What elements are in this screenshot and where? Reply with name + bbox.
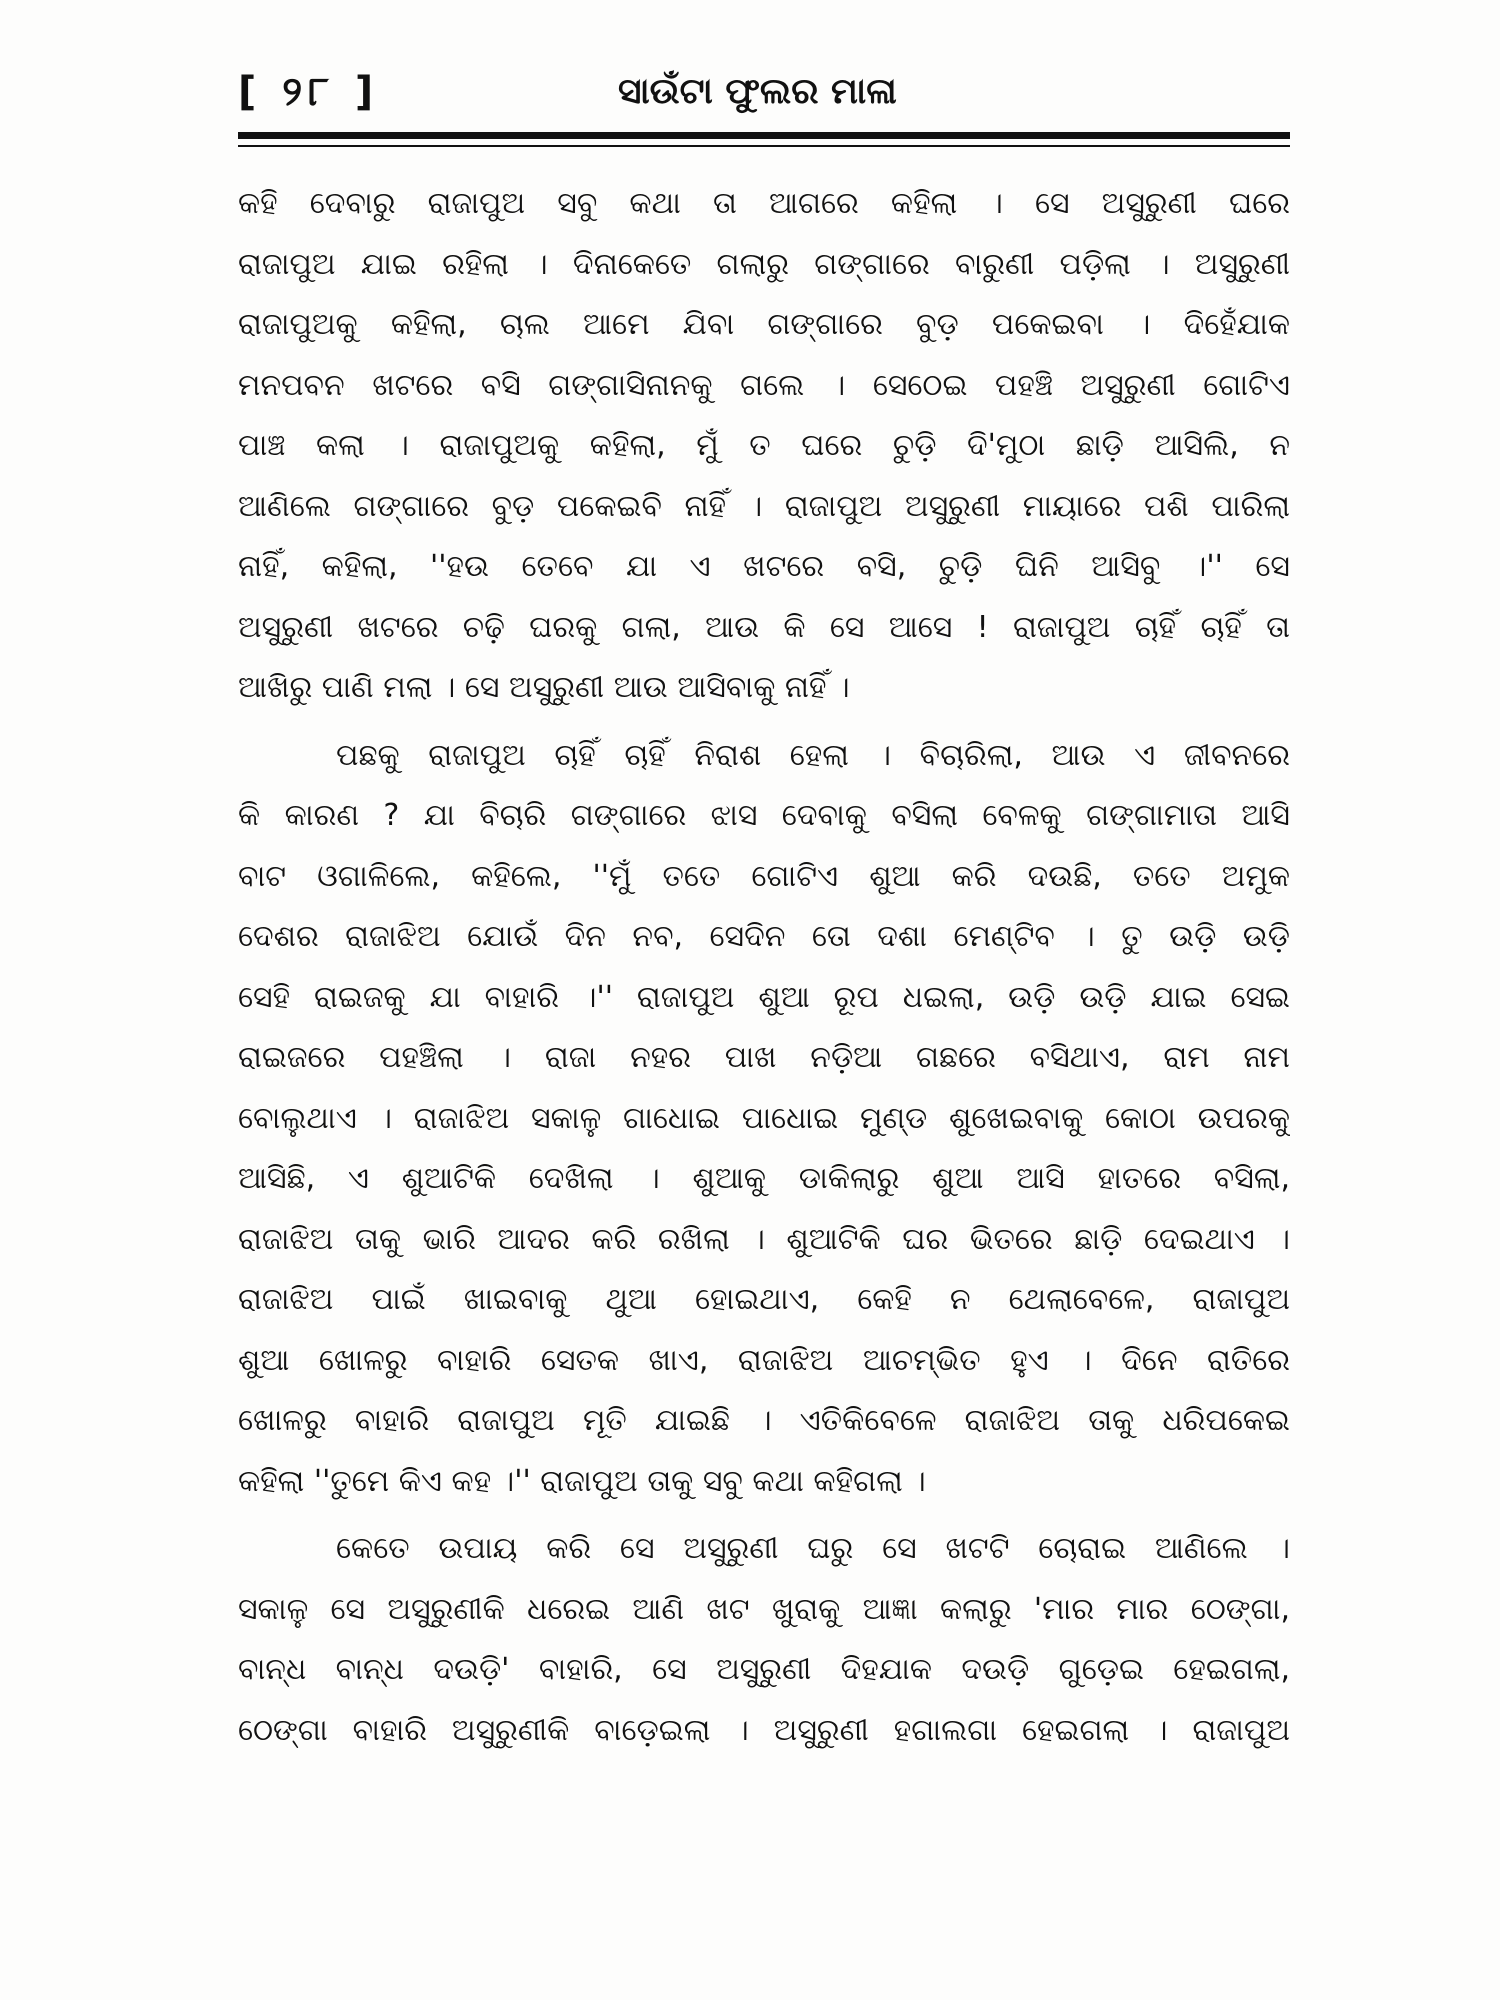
text-line: ନାହିଁ, କହିଲା, ''ହଉ ତେବେ ଯା ଏ ଖଟରେ ବସି, ଚୁଡ଼ି ଘିନି ଆସିବୁ ।'' ସେ xyxy=(238,549,1290,584)
paragraph xyxy=(238,174,1290,719)
text-line: ଆସିଛି, ଏ ଶୁଆଟିକି ଦେଖିଲା । ଶୁଆକୁ ଡାକିଲାରୁ ଶୁଆ ଆସି ହାତରେ ବସିଲା, xyxy=(238,1161,1290,1196)
text-line: ବୋଲୁଥାଏ । ରାଜାଝିଅ ସକାଳୁ ଗାଧୋଇ ପାଧୋଇ ମୁଣ୍ଡ ଶୁଖେଇବାକୁ କୋଠା ଉପରକୁ xyxy=(238,1100,1290,1136)
text-line: ରାଇଜରେ ପହଞ୍ଚିଲା । ରାଜା ନହର ପାଖ ନଡ଼ିଆ ଗଛରେ ବସିଥାଏ, ରାମ ନାମ xyxy=(238,1040,1290,1075)
text-line: ଆଣିଲେ ଗଙ୍ଗାରେ ବୁଡ଼ ପକେଇବି ନାହିଁ । ରାଜାପୁଅ ଅସୁରୁଣୀ ମାୟାରେ ପଶି ପାରିଲା xyxy=(238,488,1290,524)
text-line: ଆଖିରୁ ପାଣି ମଲା । ସେ ଅସୁରୁଣୀ ଆଉ ଆସିବାକୁ ନାହିଁ । xyxy=(238,670,850,705)
page-header xyxy=(238,64,1290,120)
text-line: କେତେ ଉପାୟ କରି ସେ ଅସୁରୁଣୀ ଘରୁ ସେ ଖଟଟି ଚୋରାଇ ଆଣିଲେ । xyxy=(336,1531,1290,1566)
text-line: କି କାରଣ ? ଯା ବିଚାରି ଗଙ୍ଗାରେ ଝାସ ଦେବାକୁ ବସିଲା ବେଳକୁ ଗଙ୍ଗାମାତା ଆସି xyxy=(238,798,1290,833)
text-line: ଦେଶର ରାଜାଝିଅ ଯୋଉଁ ଦିନ ନବ, ସେଦିନ ତୋ ଦଶା ମେଣ୍ଟିବ । ତୁ ଉଡ଼ି ଉଡ଼ି xyxy=(238,919,1290,954)
text-line: ଅସୁରୁଣୀ ଖଟରେ ଚଢ଼ି ଘରକୁ ଗଲା, ଆଉ କି ସେ ଆସେ ! ରାଜାପୁଅ ଚାହିଁ ଚାହିଁ ତା xyxy=(238,609,1290,645)
paragraph xyxy=(238,726,1290,1513)
text-line: ରାଜାପୁଅକୁ କହିଲା, ଚାଲ ଆମେ ଯିବା ଗଙ୍ଗାରେ ବୁଡ଼ ପକେଇବା । ଦିହେଁଯାକ xyxy=(238,307,1290,342)
text-line: ଠେଙ୍ଗା ବାହାରି ଅସୁରୁଣୀକି ବାଡ଼େଇଲା । ଅସୁରୁଣୀ ହଗାଲଗା ହେଇଗଲା । ରାଜାପୁଅ xyxy=(238,1712,1290,1748)
header-rule-thin xyxy=(238,145,1290,147)
page-number: [ ୨୮ ] xyxy=(238,69,380,115)
text-line: ରାଜାଝିଅ ତାକୁ ଭାରି ଆଦର କରି ରଖିଲା । ଶୁଆଟିକି ଘର ଭିତରେ ଛାଡ଼ି ଦେଇଥାଏ । xyxy=(238,1221,1290,1257)
text-line: ରାଜାଝିଅ ପାଇଁ ଖାଇବାକୁ ଥୁଆ ହୋଇଥାଏ, କେହି ନ ଥେଲାବେଳେ, ରାଜାପୁଅ xyxy=(238,1282,1290,1317)
text-line: ସକାଳୁ ସେ ଅସୁରୁଣୀକି ଧରେଇ ଆଣି ଖଟ ଖୁରାକୁ ଆଜ୍ଞା କଲାରୁ 'ମାର ମାର ଠେଙ୍ଗା, xyxy=(238,1591,1290,1627)
paragraph xyxy=(238,1519,1290,1761)
text-line: ସେହି ରାଇଜକୁ ଯା ବାହାରି ।'' ରାଜାପୁଅ ଶୁଆ ରୂପ ଧଇଲା, ଉଡ଼ି ଉଡ଼ି ଯାଇ ସେଇ xyxy=(238,979,1290,1015)
body-text xyxy=(238,174,1290,1761)
header-rule-thick xyxy=(238,132,1290,139)
text-line: କହିଲା ''ତୁମେ କିଏ କହ ।'' ରାଜାପୁଅ ତାକୁ ସବୁ କଥା କହିଗଲା । xyxy=(238,1463,926,1499)
paragraph-gap xyxy=(238,719,1290,726)
running-title: ସାଉଁଟା ଫୁଲର ମାଳା xyxy=(618,71,897,112)
text-line: ଶୁଆ ଖୋଳରୁ ବାହାରି ସେତକ ଖାଏ, ରାଜାଝିଅ ଆଚମ୍ଭିତ ହୁଏ । ଦିନେ ରାତିରେ xyxy=(238,1342,1290,1378)
text-line: କହି ଦେବାରୁ ରାଜାପୁଅ ସବୁ କଥା ତା ଆଗରେ କହିଲା । ସେ ଅସୁରୁଣୀ ଘରେ xyxy=(238,186,1290,221)
text-line: ପଛକୁ ରାଜାପୁଅ ଚାହିଁ ଚାହିଁ ନିରାଶ ହେଲା । ବିଚାରିଲା, ଆଉ ଏ ଜୀବନରେ xyxy=(336,737,1290,773)
text-line: ମନପବନ ଖଟରେ ବସି ଗଙ୍ଗାସିନାନକୁ ଗଲେ । ସେଠେଇ ପହଞ୍ଚି ଅସୁରୁଣୀ ଗୋଟିଏ xyxy=(238,367,1290,403)
text-line: ଖୋଳରୁ ବାହାରି ରାଜାପୁଅ ମୂତି ଯାଇଛି । ଏତିକିବେଳେ ରାଜାଝିଅ ତାକୁ ଧରିପକେଇ xyxy=(238,1403,1290,1438)
text-line: ବାନ୍ଧ ବାନ୍ଧ ଦଉଡ଼ି' ବାହାରି, ସେ ଅସୁରୁଣୀ ଦିହଯାକ ଦଉଡ଼ି ଗୁଡ଼େଇ ହେଇଗଲା, xyxy=(238,1652,1290,1687)
text-line: ରାଜାପୁଅ ଯାଇ ରହିଲା । ଦିନାକେତେ ଗଲାରୁ ଗଙ୍ଗାରେ ବାରୁଣୀ ପଡ଼ିଲା । ଅସୁରୁଣୀ xyxy=(238,246,1290,282)
paragraph-gap xyxy=(238,1512,1290,1519)
text-line: ବାଟ ଓଗାଳିଲେ, କହିଲେ, ''ମୁଁ ତତେ ଗୋଟିଏ ଶୁଆ କରି ଦଉଛି, ତତେ ଅମୁକ xyxy=(238,858,1290,894)
text-line: ପାଞ୍ଚ କଲା । ରାଜାପୁଅକୁ କହିଲା, ମୁଁ ତ ଘରେ ଚୁଡ଼ି ଦି'ମୁଠା ଛାଡ଼ି ଆସିଲି, ନ xyxy=(238,428,1290,463)
